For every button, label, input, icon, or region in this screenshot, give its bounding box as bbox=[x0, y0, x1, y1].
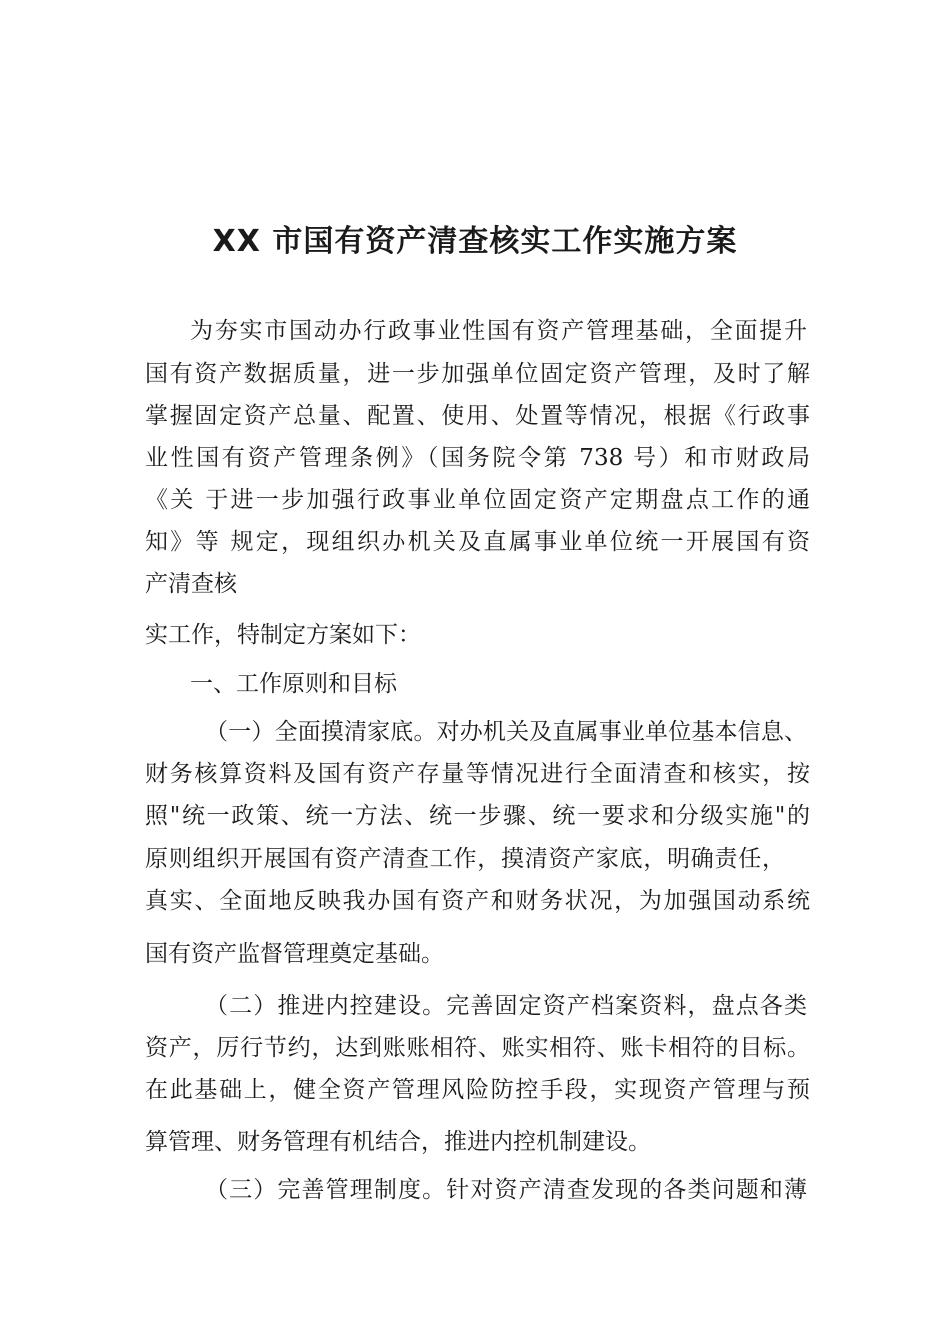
paragraph-intro-line-2: 国有资产数据质量，进一步加强单位固定资产管理，及时了解 bbox=[145, 361, 810, 387]
paragraph-intro-line-1: 为夯实市国动办行政事业性国有资产管理基础，全面提升 bbox=[190, 318, 807, 344]
item-2-line-4: 算管理、财务管理有机结合，推进内控机制建设。 bbox=[145, 1129, 651, 1155]
item-1-line-6: 国有资产监督管理奠定基础。 bbox=[145, 941, 444, 967]
item-2-line-2: 资产，厉行节约，达到账账相符、账实相符、账卡相符的目标。 bbox=[145, 1035, 810, 1061]
paragraph-intro-line-7: 产清查核 bbox=[145, 571, 237, 597]
paragraph-intro-line-6: 知》等 规定，现组织办机关及直属事业单位统一开展国有资 bbox=[145, 529, 810, 555]
item-1-line-2: 财务核算资料及国有资产存量等情况进行全面清查和核实，按 bbox=[145, 761, 810, 787]
section-heading-1: 一、工作原则和目标 bbox=[190, 671, 397, 697]
item-2-line-3: 在此基础上，健全资产管理风险防控手段，实现资产管理与预 bbox=[145, 1077, 810, 1103]
paragraph-intro-line-5: 《关 于进一步加强行政事业单位固定资产定期盘点工作的通 bbox=[145, 487, 810, 513]
paragraph-intro-line-4: 业性国有资产管理条例》（国务院令第 738 号）和市财政局 bbox=[145, 445, 810, 471]
document-title: XX 市国有资产清查核实工作实施方案 bbox=[212, 224, 738, 259]
paragraph-intro-line-8: 实工作，特制定方案如下： bbox=[145, 622, 421, 648]
item-1-line-4: 原则组织开展国有资产清查工作，摸清资产家底，明确责任， bbox=[145, 846, 785, 872]
item-1-line-5: 真实、全面地反映我办国有资产和财务状况，为加强国动系统 bbox=[145, 888, 810, 914]
paragraph-intro-line-3: 掌握固定资产总量、配置、使用、处置等情况，根据《行政事 bbox=[145, 403, 810, 429]
item-3-line-1: （三）完善管理制度。针对资产清查发现的各类问题和薄 bbox=[205, 1177, 807, 1203]
item-1-line-3: 照"统一政策、统一方法、统一步骤、统一要求和分级实施"的 bbox=[145, 803, 810, 829]
item-2-line-1: （二）推进内控建设。完善固定资产档案资料，盘点各类 bbox=[205, 993, 807, 1019]
item-1-line-1: （一）全面摸清家底。对办机关及直属事业单位基本信息、 bbox=[205, 719, 807, 745]
